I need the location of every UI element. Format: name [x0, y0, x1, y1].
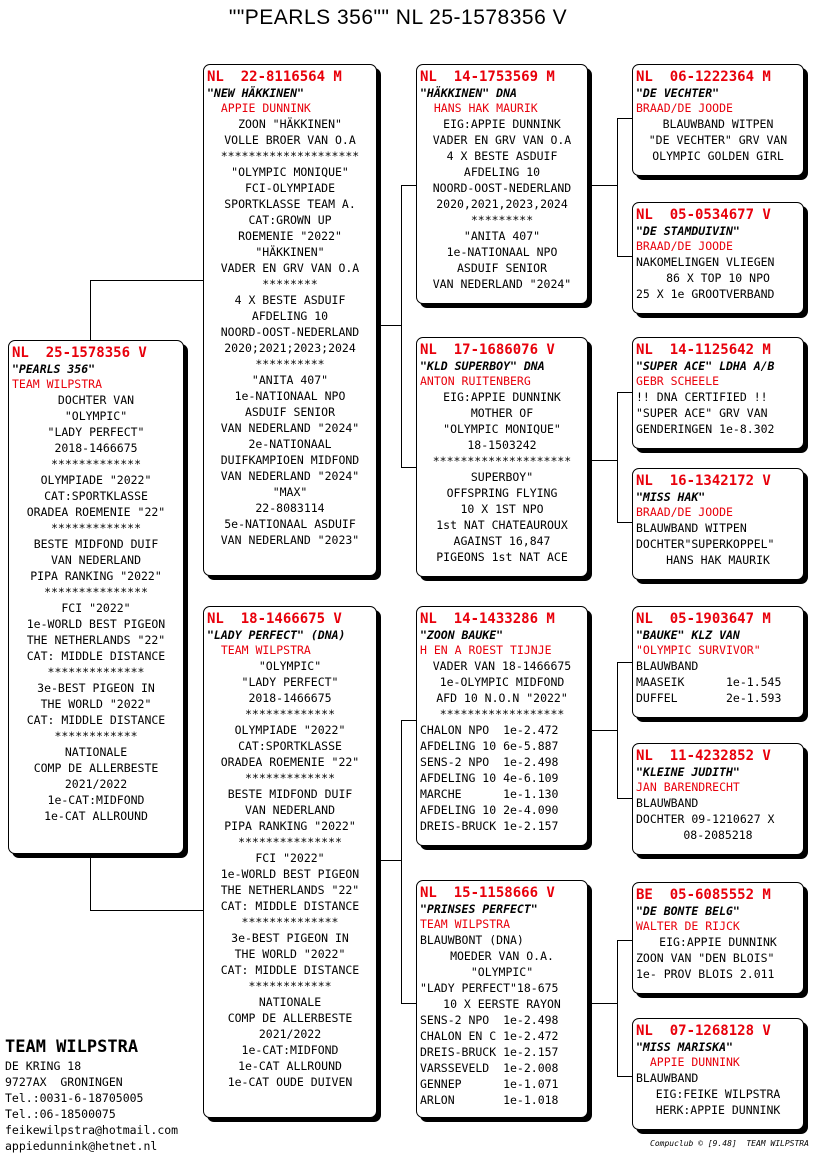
pigeon-card-father[interactable] — [203, 64, 377, 576]
pedigree-notes — [636, 389, 800, 437]
note-line: NATIONALE — [64, 745, 128, 759]
pigeon-card-subject[interactable] — [8, 340, 184, 854]
note-line: MARCHE 1e-1.130 — [420, 787, 559, 801]
connector-line — [617, 940, 618, 1077]
note-line: VAN NEDERLAND "2024" — [220, 469, 360, 483]
note-line: "OLYMPIC" — [64, 409, 128, 423]
note-line: CAT: MIDDLE DISTANCE — [26, 713, 166, 727]
note-line: PIGEONS 1st NAT ACE — [436, 550, 568, 564]
note-line: ********** — [255, 357, 325, 371]
breeder-name: HANS HAK MAURIK — [420, 101, 538, 115]
note-line: 1st NAT CHATEAUROUX — [436, 518, 568, 532]
pedigree-notes — [636, 116, 800, 164]
note-line: CAT:SPORTKLASSE — [44, 489, 148, 503]
pigeon-name: "PRINSES PERFECT" — [420, 902, 538, 916]
connector-line — [588, 1003, 617, 1004]
connector-line — [617, 940, 632, 941]
note-line: OLYMPIADE "2022" — [40, 473, 152, 487]
ring-number: NL 18-1466675 V — [207, 611, 342, 627]
note-line: ************* — [50, 521, 141, 535]
breeder-name: BRAAD/DE JOODE — [636, 101, 733, 115]
breeder-name: TEAM WILPSTRA — [12, 377, 103, 391]
phone-line: Tel.:0031-6-18705005 — [5, 1091, 144, 1105]
pedigree-notes — [420, 389, 584, 565]
note-line: DREIS-BRUCK 1e-2.157 — [420, 819, 559, 833]
note-line: ************** — [47, 665, 145, 679]
address-line: 9727AX GRONINGEN — [5, 1075, 123, 1089]
ring-number: NL 14-1125642 M — [636, 342, 771, 358]
pigeon-card-mmf[interactable] — [632, 882, 804, 994]
note-line: VAN NEDERLAND "2023" — [220, 533, 360, 547]
note-line: ARLON 1e-1.018 — [420, 1093, 559, 1107]
breeder-name: APPIE DUNNINK — [636, 1055, 740, 1069]
note-line: FCI-OLYMPIADE — [244, 181, 335, 195]
pigeon-name: "DE VECHTER" — [636, 86, 720, 100]
pigeon-name: "MISS MARISKA" — [636, 1040, 733, 1054]
note-line: "ANITA 407" — [251, 373, 329, 387]
connector-line — [401, 185, 402, 468]
connector-line — [90, 910, 205, 911]
email-link[interactable]: appiedunnink@hetnet.nl — [5, 1139, 158, 1153]
note-line: MAASEIK 1e-1.545 — [636, 675, 782, 689]
ring-number: BE 05-6085552 M — [636, 887, 771, 903]
pedigree-notes — [636, 1070, 800, 1118]
note-line: 1e-CAT ALLROUND — [238, 1059, 342, 1073]
page-title: ""PEARLS 356"" NL 25-1578356 V — [228, 6, 568, 29]
connector-line — [617, 798, 632, 799]
note-line: ******************** — [220, 149, 360, 163]
note-line: !! DNA CERTIFIED !! — [636, 390, 768, 404]
note-line: 4 X BESTE ASDUIF — [234, 293, 346, 307]
note-line: ASDUIF SENIOR — [456, 261, 547, 275]
connector-line — [401, 467, 417, 468]
note-line: SUPERBOY" — [470, 470, 534, 484]
note-line: "OLYMPIC" — [470, 965, 534, 979]
connector-line — [617, 662, 618, 799]
note-line: VAN NEDERLAND "2024" — [432, 277, 572, 291]
note-line: ******************** — [432, 454, 572, 468]
ring-number: NL 16-1342172 V — [636, 473, 771, 489]
note-line: "LADY PERFECT"18-675 — [420, 981, 559, 995]
note-line: BLAUWBONT (DNA) — [420, 933, 524, 947]
breeder-name: WALTER DE RIJCK — [636, 919, 740, 933]
ring-number: NL 07-1268128 V — [636, 1023, 771, 1039]
note-line: COMP DE ALLERBESTE — [33, 761, 159, 775]
pigeon-card-mmm[interactable] — [632, 1018, 804, 1130]
note-line: THE WORLD "2022" — [234, 947, 346, 961]
connector-line — [588, 185, 617, 186]
note-line: 1e-CAT:MIDFOND — [47, 793, 145, 807]
note-line: MOTHER OF — [470, 406, 534, 420]
note-line: CAT:GROWN UP — [248, 213, 332, 227]
note-line: DUIFKAMPIOEN MIDFOND — [220, 453, 360, 467]
note-line: "MAX" — [272, 485, 308, 499]
note-line: "OLYMPIC MONIQUE" — [443, 422, 561, 436]
pigeon-name: "ZOON BAUKE" — [420, 628, 504, 642]
connector-line — [90, 855, 91, 910]
note-line: 1e-CAT OUDE DUIVEN — [227, 1075, 353, 1089]
note-line: ************* — [50, 457, 141, 471]
note-line: OLYMPIADE "2022" — [234, 723, 346, 737]
note-line: BLAUWBAND WITPEN — [662, 117, 774, 131]
ring-number: NL 05-1903647 M — [636, 611, 771, 627]
note-line: *************** — [238, 835, 342, 849]
connector-line — [588, 730, 617, 731]
note-line: ************* — [244, 771, 335, 785]
connector-line — [588, 460, 617, 461]
note-line: ******** — [262, 277, 318, 291]
connector-line — [401, 720, 417, 721]
pedigree-notes — [207, 658, 373, 1090]
breeder-name: GEBR SCHEELE — [636, 374, 720, 388]
connector-line — [401, 1003, 417, 1004]
breeder-name: JAN BARENDRECHT — [636, 780, 740, 794]
pedigree-notes — [12, 392, 180, 824]
ring-number: NL 17-1686076 V — [420, 342, 555, 358]
note-line: SENS-2 NPO 1e-2.498 — [420, 755, 559, 769]
note-line: BLAUWBAND — [636, 796, 699, 810]
note-line: OFFSPRING FLYING — [446, 486, 558, 500]
pigeon-name: "BAUKE" KLZ VAN — [636, 628, 740, 642]
owner-team-name: TEAM WILPSTRA — [5, 1037, 139, 1057]
pigeon-card-mother-father[interactable] — [416, 606, 588, 846]
connector-line — [401, 720, 402, 1004]
note-line: 4 X BESTE ASDUIF — [446, 149, 558, 163]
pigeon-card-mff[interactable] — [632, 606, 804, 718]
note-line: BLAUWBAND WITPEN — [636, 521, 747, 535]
note-line: DREIS-BRUCK 1e-2.157 — [420, 1045, 559, 1059]
pedigree-notes — [420, 658, 584, 834]
note-line: OLYMPIC GOLDEN GIRL — [652, 149, 784, 163]
note-line: 1e-WORLD BEST PIGEON — [26, 617, 166, 631]
note-line: 22-8083114 — [255, 501, 325, 515]
note-line: 2018-1466675 — [248, 691, 332, 705]
software-credit: Compuclub © [9.48] TEAM WILPSTRA — [650, 1139, 809, 1148]
ring-number: NL 15-1158666 V — [420, 885, 555, 901]
breeder-name: TEAM WILPSTRA — [420, 917, 511, 931]
note-line: AFDELING 10 2e-4.090 — [420, 803, 559, 817]
email-link[interactable]: feikewilpstra@hotmail.com — [5, 1123, 179, 1137]
note-line: AGAINST 16,847 — [453, 534, 551, 548]
note-line: VADER VAN 18-1466675 — [432, 659, 572, 673]
connector-line — [617, 1076, 632, 1077]
note-line: ZOON "HÄKKINEN" — [238, 117, 342, 131]
note-line: 10 X 1ST NPO — [460, 502, 544, 516]
note-line: *************** — [44, 585, 148, 599]
note-line: 10 X EERSTE RAYON — [443, 997, 561, 1011]
pigeon-name: "HÄKKINEN" DNA — [420, 86, 517, 100]
connector-line — [377, 325, 401, 326]
note-line: FCI "2022" — [255, 851, 325, 865]
note-line: VADER EN GRV VAN O.A — [220, 261, 360, 275]
pigeon-name: "KLD SUPERBOY" DNA — [420, 359, 545, 373]
breeder-name: APPIE DUNNINK — [207, 101, 311, 115]
note-line: THE NETHERLANDS "22" — [220, 883, 360, 897]
note-line: "OLYMPIC" — [258, 659, 322, 673]
note-line: AFDELING 10 — [463, 165, 541, 179]
connector-line — [617, 392, 618, 523]
note-line: ************* — [244, 707, 335, 721]
note-line: "DE VECHTER" GRV VAN — [648, 133, 788, 147]
note-line: NAKOMELINGEN VLIEGEN — [636, 255, 775, 269]
note-line: 1e-NATIONAAL NPO — [234, 389, 346, 403]
connector-line — [90, 280, 205, 281]
note-line: BLAUWBAND — [636, 659, 699, 673]
note-line: ZOON VAN "DEN BLOIS" — [636, 951, 775, 965]
ring-number: NL 14-1753569 M — [420, 69, 555, 85]
note-line: 2020;2021;2023;2024 — [224, 341, 356, 355]
ring-number: NL 25-1578356 V — [12, 345, 147, 361]
note-line: "ANITA 407" — [463, 229, 541, 243]
pigeon-name: "MISS HAK" — [636, 490, 706, 504]
note-line: EIG:FEIKE WILPSTRA — [655, 1087, 781, 1101]
pigeon-name: "DE STAMDUIVIN" — [636, 224, 740, 238]
note-line: AFDELING 10 4e-6.109 — [420, 771, 559, 785]
note-line: ASDUIF SENIOR — [244, 405, 335, 419]
owner-contact — [5, 1036, 178, 1154]
note-line: 3e-BEST PIGEON IN — [231, 931, 349, 945]
note-line: 3e-BEST PIGEON IN — [37, 681, 155, 695]
connector-line — [401, 185, 417, 186]
pigeon-card-father-mother[interactable] — [416, 337, 588, 577]
note-line: PIPA RANKING "2022" — [30, 569, 162, 583]
pedigree-notes — [636, 934, 800, 982]
pigeon-card-fmf[interactable] — [632, 337, 804, 449]
note-line: MOEDER VAN O.A. — [450, 949, 554, 963]
address-line: DE KRING 18 — [5, 1059, 82, 1073]
note-line: CAT: MIDDLE DISTANCE — [220, 963, 360, 977]
note-line: VAN NEDERLAND — [244, 803, 335, 817]
note-line: 86 X TOP 10 NPO — [666, 271, 770, 285]
note-line: 5e-NATIONAAL ASDUIF — [224, 517, 356, 531]
note-line: ************** — [241, 915, 339, 929]
ring-number: NL 05-0534677 V — [636, 207, 771, 223]
note-line: ROEMENIE "2022" — [238, 229, 342, 243]
note-line: DOCHTER"SUPERKOPPEL" — [636, 537, 775, 551]
note-line: ****************** — [439, 707, 565, 721]
pedigree-notes — [636, 254, 800, 302]
pigeon-name: "DE BONTE BELG" — [636, 904, 740, 918]
note-line: VOLLE BROER VAN O.A — [224, 133, 356, 147]
connector-line — [617, 118, 632, 119]
ring-number: NL 14-1433286 M — [420, 611, 555, 627]
note-line: VARSSEVELD 1e-2.008 — [420, 1061, 559, 1075]
note-line: CAT: MIDDLE DISTANCE — [26, 649, 166, 663]
note-line: BESTE MIDFOND DUIF — [227, 787, 353, 801]
pigeon-name: "KLEINE JUDITH" — [636, 765, 740, 779]
note-line: CHALON NPO 1e-2.472 — [420, 723, 559, 737]
pigeon-card-fff[interactable] — [632, 64, 804, 176]
note-line: PIPA RANKING "2022" — [224, 819, 356, 833]
pedigree-notes — [636, 520, 800, 568]
note-line: CHALON EN C 1e-2.472 — [420, 1029, 559, 1043]
connector-line — [617, 522, 632, 523]
note-line: VAN NEDERLAND — [50, 553, 141, 567]
connector-line — [617, 118, 618, 257]
note-line: DOCHTER 09-1210627 X — [636, 812, 775, 826]
note-line: BESTE MIDFOND DUIF — [33, 537, 159, 551]
note-line: AFD 10 N.O.N "2022" — [436, 691, 568, 705]
note-line: ************ — [54, 729, 138, 743]
note-line: 2018-1466675 — [54, 441, 138, 455]
ring-number: NL 06-1222364 M — [636, 69, 771, 85]
pedigree-notes — [207, 116, 373, 548]
pigeon-card-mother[interactable] — [203, 606, 377, 1118]
pigeon-card-ffm[interactable] — [632, 202, 804, 314]
note-line: VAN NEDERLAND "2024" — [220, 421, 360, 435]
connector-line — [90, 280, 91, 340]
note-line: EIG:APPIE DUNNINK — [443, 390, 561, 404]
pigeon-name: "PEARLS 356" — [12, 362, 96, 376]
note-line: 08-2085218 — [683, 828, 753, 842]
note-line: THE WORLD "2022" — [40, 697, 152, 711]
note-line: DUFFEL 2e-1.593 — [636, 691, 782, 705]
connector-line — [617, 256, 632, 257]
pedigree-notes — [420, 932, 584, 1108]
note-line: 2021/2022 — [64, 777, 128, 791]
breeder-name: H EN A ROEST TIJNJE — [420, 643, 552, 657]
pigeon-card-father-father[interactable] — [416, 64, 588, 304]
breeder-name: BRAAD/DE JOODE — [636, 239, 733, 253]
note-line: 1e-WORLD BEST PIGEON — [220, 867, 360, 881]
note-line: GENDERINGEN 1e-8.302 — [636, 422, 775, 436]
note-line: SENS-2 NPO 1e-2.498 — [420, 1013, 559, 1027]
note-line: NOORD-OOST-NEDERLAND — [432, 181, 572, 195]
note-line: "OLYMPIC MONIQUE" — [231, 165, 349, 179]
note-line: 1e-OLYMPIC MIDFOND — [439, 675, 565, 689]
phone-line: Tel.:06-18500075 — [5, 1107, 116, 1121]
note-line: AFDELING 10 — [251, 309, 329, 323]
note-line: CAT: MIDDLE DISTANCE — [220, 899, 360, 913]
note-line: "LADY PERFECT" — [241, 675, 339, 689]
breeder-name: "OLYMPIC SURVIVOR" — [636, 643, 761, 657]
note-line: 1e- PROV BLOIS 2.011 — [636, 967, 775, 981]
note-line: "HÄKKINEN" — [255, 245, 325, 259]
note-line: EIG:APPIE DUNNINK — [443, 117, 561, 131]
pigeon-card-fmm[interactable] — [632, 468, 804, 580]
pedigree-notes — [636, 658, 800, 706]
note-line: 1e-NATIONAAL NPO — [446, 245, 558, 259]
note-line: 2020,2021,2023,2024 — [436, 197, 568, 211]
note-line: 18-1503242 — [467, 438, 537, 452]
pigeon-name: "NEW HÄKKINEN" — [207, 86, 304, 100]
pigeon-name: "LADY PERFECT" (DNA) — [207, 628, 346, 642]
note-line: 25 X 1e GROOTVERBAND — [636, 287, 775, 301]
note-line: ORADEA ROEMENIE "22" — [26, 505, 166, 519]
note-line: HANS HAK MAURIK — [666, 553, 770, 567]
note-line: 2e-NATIONAAL — [248, 437, 332, 451]
note-line: SPORTKLASSE TEAM A. — [224, 197, 356, 211]
connector-line — [617, 392, 632, 393]
note-line: EIG:APPIE DUNNINK — [659, 935, 777, 949]
note-line: "SUPER ACE" GRV VAN — [636, 406, 768, 420]
note-line: 2021/2022 — [258, 1027, 322, 1041]
pedigree-notes — [420, 116, 584, 292]
ring-number: NL 22-8116564 M — [207, 69, 342, 85]
note-line: GENNEP 1e-1.071 — [420, 1077, 559, 1091]
note-line: BLAUWBAND — [636, 1071, 699, 1085]
breeder-name: TEAM WILPSTRA — [207, 643, 311, 657]
pigeon-card-mfm[interactable] — [632, 743, 804, 855]
note-line: ********* — [470, 213, 534, 227]
note-line: ************ — [248, 979, 332, 993]
note-line: VADER EN GRV VAN O.A — [432, 133, 572, 147]
note-line: THE NETHERLANDS "22" — [26, 633, 166, 647]
pigeon-card-mother-mother[interactable] — [416, 880, 588, 1118]
note-line: NOORD-OOST-NEDERLAND — [220, 325, 360, 339]
note-line: HERK:APPIE DUNNINK — [655, 1103, 781, 1117]
connector-line — [617, 662, 632, 663]
note-line: ORADEA ROEMENIE "22" — [220, 755, 360, 769]
note-line: "LADY PERFECT" — [47, 425, 145, 439]
note-line: DOCHTER VAN — [57, 393, 135, 407]
breeder-name: ANTON RUITENBERG — [420, 374, 531, 388]
note-line: CAT:SPORTKLASSE — [238, 739, 342, 753]
connector-line — [377, 860, 401, 861]
note-line: 1e-CAT ALLROUND — [44, 809, 148, 823]
pedigree-notes — [636, 795, 800, 843]
ring-number: NL 11-4232852 V — [636, 748, 771, 764]
note-line: AFDELING 10 6e-5.887 — [420, 739, 559, 753]
pigeon-name: "SUPER ACE" LDHA A/B — [636, 359, 775, 373]
note-line: NATIONALE — [258, 995, 322, 1009]
note-line: COMP DE ALLERBESTE — [227, 1011, 353, 1025]
breeder-name: BRAAD/DE JOODE — [636, 505, 733, 519]
note-line: 1e-CAT:MIDFOND — [241, 1043, 339, 1057]
note-line: FCI "2022" — [61, 601, 131, 615]
